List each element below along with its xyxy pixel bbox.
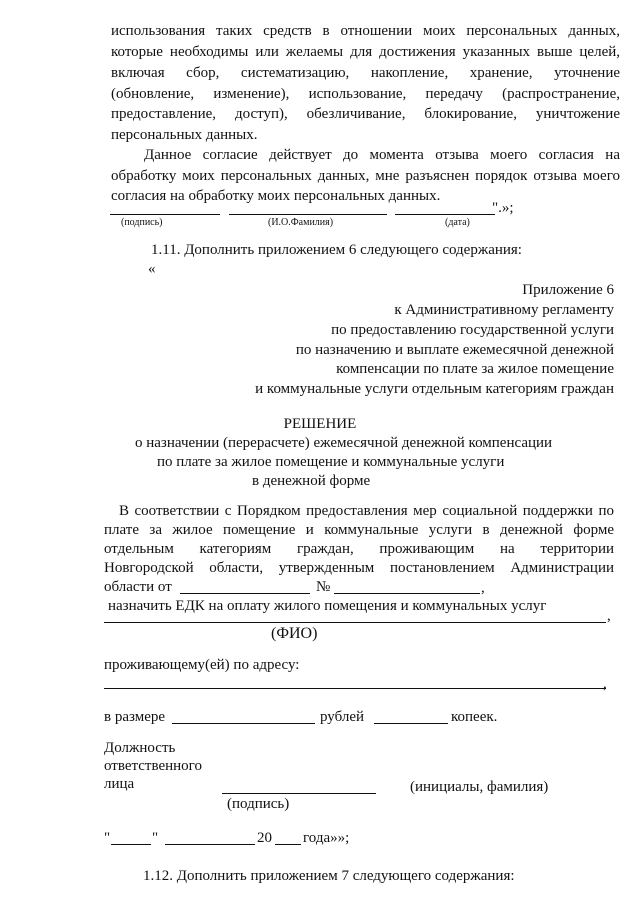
fio-caption: (ФИО) <box>271 625 318 642</box>
closing-quote: ".»; <box>492 200 514 216</box>
appendix-line-2: к Административному регламенту <box>394 302 614 318</box>
year-blank[interactable] <box>275 844 301 845</box>
kopecks-blank[interactable] <box>374 723 448 724</box>
consent-line-1: использования таких средств в отношении моих персональных данных, <box>111 23 620 39</box>
consent-line-5: предоставление, доступ), обезличивание, блокирование, уничтожение <box>111 106 620 122</box>
date-quote-close: " <box>152 830 159 846</box>
name-blank[interactable] <box>229 214 387 215</box>
appendix-line-5: компенсации по плате за жилое помещение <box>336 361 614 377</box>
decree-comma: , <box>481 580 485 596</box>
official-line-3: лица <box>104 776 135 792</box>
decision-body-line-2: плате за жилое помещение и коммунальные услуги в денежной форме <box>104 522 614 538</box>
rubles-label: рублей <box>320 709 365 725</box>
appendix-line-1: Приложение 6 <box>522 282 614 298</box>
consent-line-4: (обновление, изменение), использование, передачу (распространение, <box>111 86 620 102</box>
decree-date-blank[interactable] <box>180 593 310 594</box>
address-blank[interactable] <box>104 688 606 689</box>
decision-body-line-1: В соответствии с Порядком предоставления мер социальной поддержки по <box>119 503 614 519</box>
date-blank[interactable] <box>395 214 495 215</box>
name-caption: (И.О.Фамилия) <box>268 217 334 228</box>
official-signature-caption: (подпись) <box>227 796 290 812</box>
consent-line-3: включая сбор, систематизацию, накопление, хранение, уточнение <box>111 65 620 81</box>
decision-body-line-3: отдельным категориям граждан, проживающим на территории <box>104 541 614 557</box>
address-label: проживающему(ей) по адресу: <box>104 657 300 673</box>
decision-subtitle-3: в денежной форме <box>252 473 371 489</box>
appendix-line-4: по назначению и выплате ежемесячной денежной <box>295 342 614 358</box>
date-caption: (дата) <box>445 217 470 228</box>
item-1-12-text: 1.12. Дополнить приложением 7 следующего содержания: <box>143 868 515 884</box>
decision-subtitle-1: о назначении (перерасчете) ежемесячной денежной компенсации <box>135 435 553 451</box>
fio-blank[interactable] <box>104 622 606 623</box>
initials-caption: (инициалы, фамилия) <box>410 779 549 795</box>
month-blank[interactable] <box>165 844 255 845</box>
official-line-2: ответственного <box>104 758 202 774</box>
address-comma: , <box>603 676 607 692</box>
amount-prefix: в размере <box>104 709 166 725</box>
open-quote: « <box>148 261 156 277</box>
item-1-11-text: 1.11. Дополнить приложением 6 следующего содержания: <box>151 242 522 258</box>
official-signature-blank[interactable] <box>222 793 376 794</box>
appendix-line-3: по предоставлению государственной услуги <box>331 322 614 338</box>
assign-line: назначить ЕДК на оплату жилого помещения и коммунальных услуг <box>108 598 547 614</box>
validity-line-3: согласия на обработку моих персональных данных. <box>111 188 441 204</box>
decree-number-sign: № <box>316 579 331 595</box>
fio-comma: , <box>607 608 611 624</box>
consent-line-2: которые необходимы или желаемы для достижения указанных выше целей, <box>111 44 620 60</box>
decree-number-blank[interactable] <box>334 593 480 594</box>
official-line-1: Должность <box>104 740 176 756</box>
decision-title: РЕШЕНИЕ <box>283 416 357 432</box>
rubles-blank[interactable] <box>172 723 315 724</box>
decision-subtitle-2: по плате за жилое помещение и коммунальные услуги <box>157 454 505 470</box>
consent-line-6: персональных данных. <box>111 127 258 143</box>
kopecks-label: копеек. <box>451 709 498 725</box>
validity-line-2: обработку моих персональных данных, мне разъяснен порядок отзыва моего <box>111 168 620 184</box>
year-prefix: 20 <box>257 830 272 846</box>
decision-body-line-4: Новгородской области, утвержденным постановлением Администрации <box>104 560 614 576</box>
date-quote-open: " <box>104 830 111 846</box>
day-blank[interactable] <box>111 844 151 845</box>
decree-date-label: области от <box>104 579 172 595</box>
signature-blank[interactable] <box>110 214 220 215</box>
signature-caption: (подпись) <box>121 217 163 228</box>
validity-line-1: Данное согласие действует до момента отзыва моего согласия на <box>144 147 620 163</box>
appendix-line-6: и коммунальные услуги отдельным категориям граждан <box>255 381 614 397</box>
year-suffix: года»»; <box>303 830 350 846</box>
